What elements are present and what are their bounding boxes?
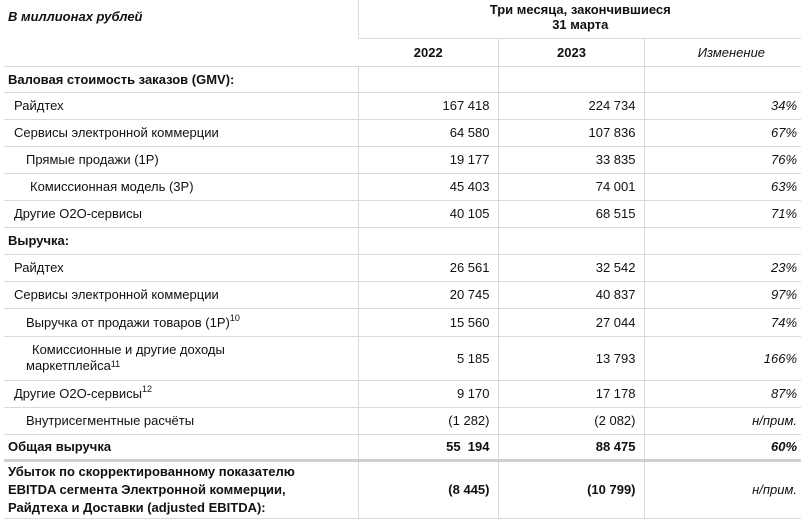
value-2022: 5 185 — [358, 336, 498, 380]
table-row — [4, 146, 801, 173]
section-title-revenue: Выручка: — [4, 227, 358, 254]
row-label — [4, 380, 358, 407]
value-2023: 27 044 — [498, 308, 644, 336]
ebitda-value-2022: (8 445) — [358, 460, 498, 518]
footnote-ref: 11 — [110, 359, 121, 369]
period-line-1: Три месяца, закончившиеся — [489, 2, 671, 17]
financial-table — [4, 0, 801, 519]
value-2022: 167 418 — [358, 92, 498, 119]
change-value: 67% — [644, 119, 801, 146]
row-label-text: Другие O2O-сервисы — [14, 386, 142, 401]
ebitda-label-line-3: Райдтеха и Доставки (adjusted EBITDA): — [8, 499, 266, 515]
section-row-revenue — [4, 227, 801, 254]
value-2022: 19 177 — [358, 146, 498, 173]
section-row-gmv — [4, 66, 801, 92]
row-label: Райдтех — [4, 254, 358, 281]
total-change: 60% — [644, 434, 801, 460]
ebitda-value-2023: (10 799) — [498, 460, 644, 518]
ebitda-change: н/прим. — [644, 460, 801, 518]
change-value: 97% — [644, 281, 801, 308]
total-value-2023: 88 475 — [498, 434, 644, 460]
table-row — [4, 281, 801, 308]
row-label-line-2: маркетплейса — [26, 358, 111, 373]
table-row — [4, 380, 801, 407]
ebitda-row — [4, 460, 801, 518]
row-label — [4, 336, 358, 380]
change-value: 34% — [644, 92, 801, 119]
value-2022: 45 403 — [358, 173, 498, 200]
change-value: 74% — [644, 308, 801, 336]
row-label: Внутрисегментные расчёты — [4, 407, 358, 434]
footnote-ref: 10 — [229, 312, 240, 323]
period-line-2: 31 марта — [552, 17, 609, 32]
change-value: 63% — [644, 173, 801, 200]
row-label: Сервисы электронной коммерции — [4, 119, 358, 146]
value-2022: 15 560 — [358, 308, 498, 336]
unit-label: В миллионах рублей — [4, 0, 358, 66]
value-2023: 40 837 — [498, 281, 644, 308]
col-header-change: Изменение — [644, 38, 801, 66]
value-2023: 13 793 — [498, 336, 644, 380]
table-row — [4, 200, 801, 227]
table-row — [4, 336, 801, 380]
table-row — [4, 119, 801, 146]
value-2022: 26 561 — [358, 254, 498, 281]
ebitda-label-line-1: Убыток по скорректированному показателю — [8, 463, 295, 479]
change-value: 87% — [644, 380, 801, 407]
value-2023: 68 515 — [498, 200, 644, 227]
value-2022: 20 745 — [358, 281, 498, 308]
row-label-line-1: Комиссионные и другие доходы — [32, 342, 225, 357]
table-row — [4, 254, 801, 281]
header-row-period — [4, 0, 801, 38]
section-title-gmv: Валовая стоимость заказов (GMV): — [4, 66, 358, 92]
row-label: Сервисы электронной коммерции — [4, 281, 358, 308]
value-2023: 224 734 — [498, 92, 644, 119]
table-row — [4, 92, 801, 119]
value-2023: 32 542 — [498, 254, 644, 281]
ebitda-label-line-2: EBITDA сегмента Электронной коммерции, — [8, 481, 286, 497]
row-label — [4, 308, 358, 336]
row-label-text: Выручка от продажи товаров (1P) — [26, 314, 230, 330]
value-2023: 33 835 — [498, 146, 644, 173]
value-2023: 107 836 — [498, 119, 644, 146]
row-label: Другие O2O-сервисы — [4, 200, 358, 227]
value-2023: 17 178 — [498, 380, 644, 407]
change-value: 23% — [644, 254, 801, 281]
value-2023: (2 082) — [498, 407, 644, 434]
col-header-2022: 2022 — [358, 38, 498, 66]
table-row — [4, 308, 801, 336]
total-value-2022: 55 194 — [358, 434, 498, 460]
row-label: Райдтех — [4, 92, 358, 119]
value-2022: 9 170 — [358, 380, 498, 407]
value-2022: (1 282) — [358, 407, 498, 434]
row-label: Комиссионная модель (3P) — [4, 173, 358, 200]
value-2023: 74 001 — [498, 173, 644, 200]
value-2022: 64 580 — [358, 119, 498, 146]
ebitda-label — [4, 460, 358, 518]
col-header-2023: 2023 — [498, 38, 644, 66]
change-value: 71% — [644, 200, 801, 227]
period-header — [358, 0, 801, 38]
table-row — [4, 407, 801, 434]
change-value: н/прим. — [644, 407, 801, 434]
change-value: 76% — [644, 146, 801, 173]
change-value: 166% — [644, 336, 801, 380]
total-row — [4, 434, 801, 460]
total-label: Общая выручка — [4, 434, 358, 460]
footnote-ref: 12 — [142, 384, 153, 394]
row-label: Прямые продажи (1P) — [4, 146, 358, 173]
value-2022: 40 105 — [358, 200, 498, 227]
table-row — [4, 173, 801, 200]
